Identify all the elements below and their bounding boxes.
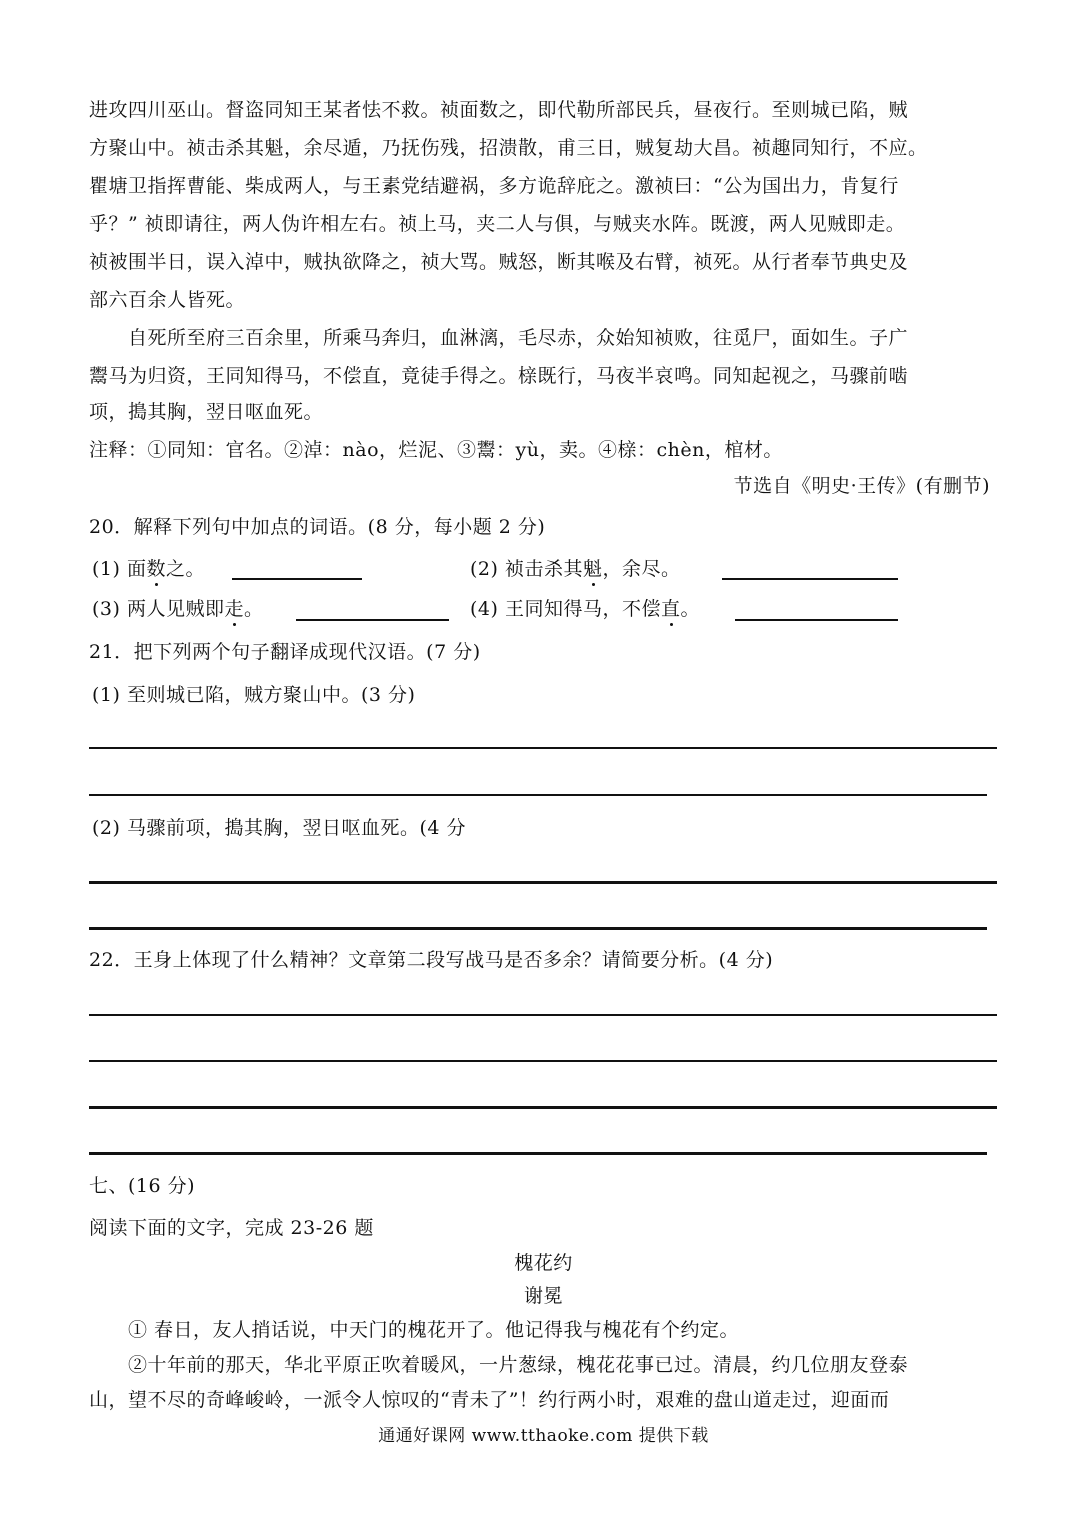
dotted-word: 直 (660, 598, 681, 620)
source-citation: 节选自《明史·王传》(有删节) (733, 475, 990, 497)
question-21-title: 21．把下列两个句子翻译成现代汉语。(7 分) (89, 641, 481, 663)
q21-sentence-1: (1) 至则城已陷，贼方聚山中。(3 分) (92, 684, 416, 706)
answer-blank-1[interactable] (232, 578, 362, 580)
q20-item-text: (1) 面 (92, 558, 147, 580)
footer-credit: 通通好课网 www.tthaoke.com 提供下载 (378, 1426, 709, 1446)
answer-line[interactable] (89, 1060, 997, 1062)
passage-line: 部六百余人皆死。 (89, 289, 246, 311)
q20-item-text: 。 (243, 598, 264, 620)
annotation-notes: 注释：①同知：官名。②淖：nào，烂泥、③鬻：yù，卖。④榇：chèn，棺材。 (89, 439, 783, 461)
dotted-word: 魁 (582, 558, 603, 580)
passage-line: 瞿塘卫指挥曹能、柴成两人，与王素党结避祸，多方诡辞庇之。激祯曰：“公为国出力，肯复行 (89, 175, 899, 197)
answer-blank-2[interactable] (722, 578, 898, 580)
passage-line: 鬻马为归资，王同知得马，不偿直，竟徒手得之。榇既行，马夜半哀鸣。同知起视之，马骤前啮 (89, 365, 909, 387)
answer-line[interactable] (89, 927, 987, 930)
section-heading: 七、(16 分) (89, 1175, 196, 1197)
q20-item-text: ，余尽。 (602, 558, 681, 580)
article-paragraph: ① 春日，友人捎话说，中天门的槐花开了。他记得我与槐花有个约定。 (89, 1319, 740, 1341)
passage-line: 进攻四川巫山。督盗同知王某者怯不救。祯面数之，即代勒所部民兵，昼夜行。至则城已陷，贼 (89, 99, 909, 121)
article-title: 槐花约 (514, 1252, 573, 1274)
q20-item-3 (92, 597, 392, 621)
q20-item-4 (470, 597, 750, 621)
q20-item-text: 。 (680, 598, 700, 620)
q20-item-text: (3) 两人见贼即 (92, 598, 225, 620)
answer-line[interactable] (89, 881, 997, 884)
q20-item-text: (4) 王同知得马，不偿 (470, 598, 661, 620)
answer-blank-4[interactable] (735, 619, 898, 621)
passage-line: 方聚山中。祯击杀其魁，余尽遁，乃抚伤残，招溃散，甫三日，贼复劫大昌。祯趣同知行，不应。 (89, 137, 928, 159)
passage-line: 祯被围半日，误入淖中，贼执欲降之，祯大骂。贼怒，断其喉及右臂，祯死。从行者奉节典史及 (89, 251, 909, 273)
q21-sentence-2: (2) 马骤前项，搗其胸，翌日呕血死。(4 分 (92, 817, 466, 839)
article-paragraph: 山，望不尽的奇峰峻岭，一派令人惊叹的“青未了”！约行两小时，艰难的盘山道走过，迎面而 (89, 1389, 890, 1411)
answer-blank-3[interactable] (296, 619, 449, 621)
dotted-word: 数 (146, 558, 166, 580)
article-author: 谢冕 (523, 1285, 563, 1307)
question-20-title: 20．解释下列句中加点的词语。(8 分，每小题 2 分) (89, 516, 546, 538)
q20-item-text: 之。 (165, 558, 205, 580)
answer-line[interactable] (89, 1014, 997, 1016)
passage-line: 项，搗其胸，翌日呕血死。 (89, 401, 324, 423)
passage-line: 自死所至府三百余里，所乘马奔归，血淋漓，毛尽赤，众始知祯败，往觅尸，面如生。子广 (89, 327, 909, 349)
dotted-word: 走 (224, 598, 244, 620)
passage-line: 乎？” 祯即请往，两人伪许相左右。祯上马，夹二人与俱，与贼夹水阵。既渡，两人见贼即走。 (89, 213, 906, 235)
answer-line[interactable] (89, 1152, 987, 1155)
answer-line[interactable] (89, 1106, 997, 1109)
section-instruction: 阅读下面的文字，完成 23-26 题 (89, 1217, 374, 1239)
q20-item-2 (470, 557, 730, 581)
article-paragraph: ②十年前的那天，华北平原正吹着暖风，一片葱绿，槐花花事已过。清晨，约几位朋友登泰 (89, 1354, 909, 1376)
question-22-title: 22．王身上体现了什么精神？文章第二段写战马是否多余？请简要分析。(4 分) (89, 949, 774, 971)
q20-item-text: (2) 祯击杀其 (470, 558, 583, 580)
answer-line[interactable] (89, 794, 987, 796)
answer-line[interactable] (89, 747, 997, 749)
